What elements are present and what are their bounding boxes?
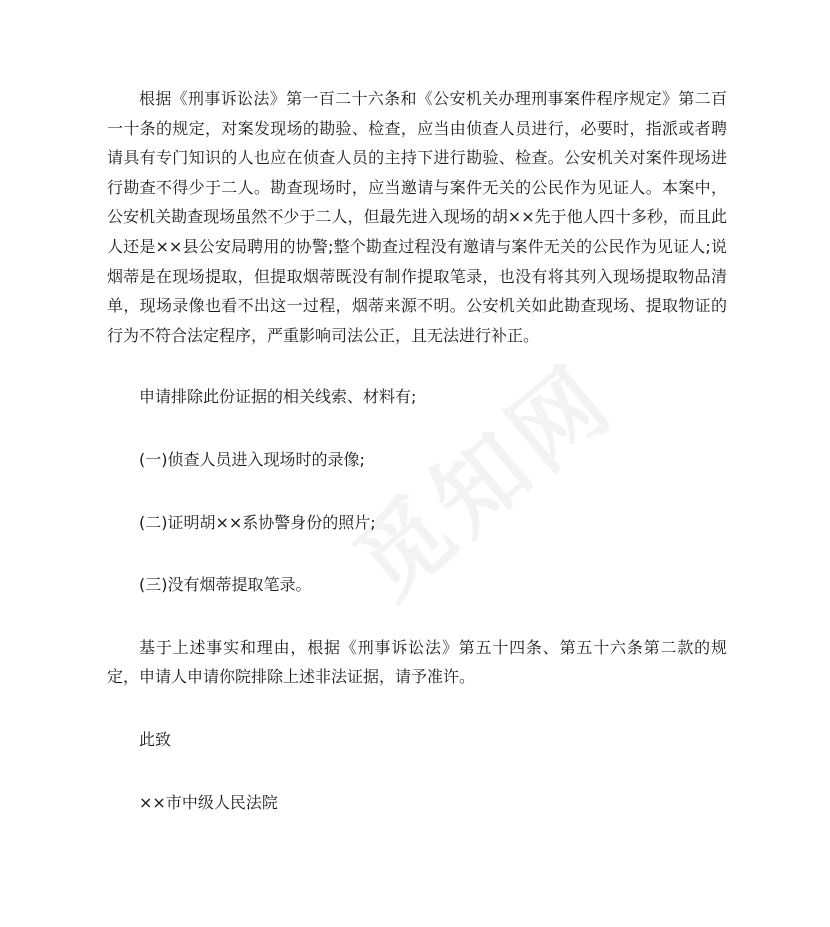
addressee-court: ××市中级人民法院 [139, 792, 278, 812]
paragraph-legal-basis: 根据《刑事诉讼法》第一百二十六条和《公安机关办理刑事案件程序规定》第二百一十条的规定，对案发现场的勘验、检查，应当由侦查人员进行，必要时，指派或者聘请具有专门知识的人也应在侦查人员的主持下进行勘验、检查。公安机关对案件现场进行勘查不得少于二人。勘查现场时，应当邀请与案件无关的公民作为见证人。本案中，公安机关勘查现场虽然不少于二人，但最先进入现场的胡××先于他人四十多秒，而且此人还是××县公安局聘用的协警;整个勘查过程没有邀请与案件无关的公民作为见证人;说烟蒂是在现场提取，但提取烟蒂既没有制作提取笔录，也没有将其列入现场提取物品清单，现场录像也看不出这一过程，烟蒂来源不明。公安机关如此勘查现场、提取物证的行为不符合法定程序，严重影响司法公正，且无法进行补正。 [107, 89, 727, 345]
list-item-photo: (二)证明胡××系协警身份的照片; [139, 512, 376, 532]
document-body [107, 84, 727, 850]
closing-salutation: 此致 [139, 729, 172, 749]
paragraph-request: 基于上述事实和理由，根据《刑事诉讼法》第五十四条、第五十六条第二款的规定，申请人申请你院排除上述非法证据，请予准许。 [107, 637, 727, 687]
list-item-video: (一)侦查人员进入现场时的录像; [139, 449, 365, 469]
paragraph-evidence-intro: 申请排除此份证据的相关线索、材料有; [139, 387, 417, 407]
list-item-record: (三)没有烟蒂提取笔录。 [139, 575, 312, 595]
